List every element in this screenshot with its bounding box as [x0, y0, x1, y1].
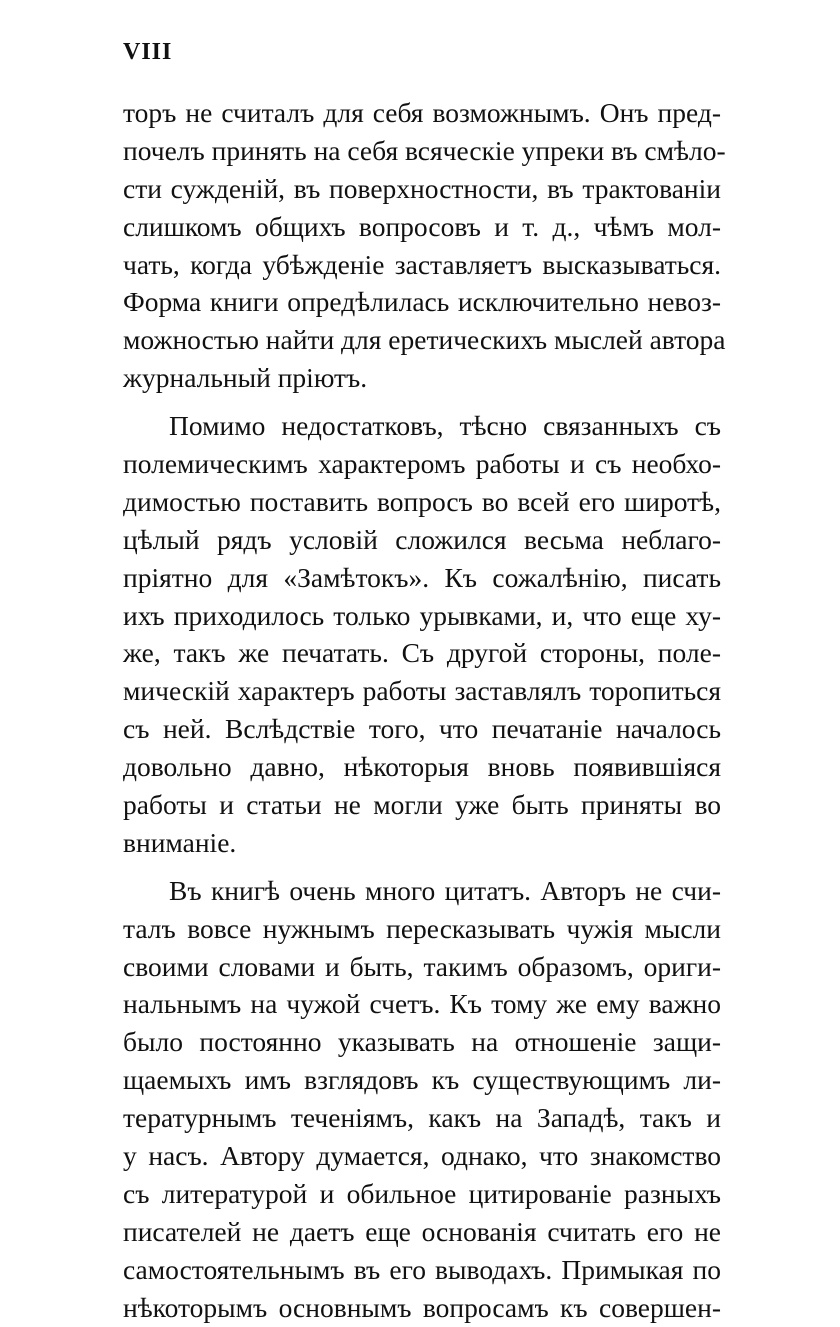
text-line: журнальный пріютъ.: [123, 362, 368, 394]
page-number: VIII: [123, 39, 173, 65]
text-line: у насъ. Автору думается, однако, что знакомство: [123, 1140, 721, 1172]
paragraph-1: [123, 94, 726, 397]
text-line: чать, когда убѣжденіе заставляетъ высказываться.: [123, 248, 721, 280]
body-text: [123, 94, 726, 1327]
text-line: писателей не даетъ еще основанія считать его не: [123, 1215, 721, 1247]
text-line: ихъ приходилось только урывками, и, что еще ху-: [123, 599, 721, 631]
text-line: Помимо недостатковъ, тѣсно связанныхъ съ: [169, 410, 721, 442]
text-line: съ ней. Вслѣдствіе того, что печатаніе началось: [123, 713, 721, 745]
paragraph-2: [123, 407, 721, 862]
text-line: димостью поставить вопросъ во всей его широтѣ,: [123, 485, 721, 517]
text-line: торъ не считалъ для себя возможнымъ. Онъ пред-: [123, 97, 721, 128]
text-line: Въ книгѣ очень много цитатъ. Авторъ не счи-: [169, 874, 721, 906]
text-line: сти сужденій, въ поверхностности, въ трактованіи: [123, 172, 721, 204]
text-line: пріятно для «Замѣтокъ». Къ сожалѣнію, писать: [123, 561, 721, 593]
text-line: съ литературой и обильное цитированіе разныхъ: [123, 1177, 721, 1209]
text-line: почелъ принять на себя всяческіе упреки въ смѣло-: [123, 134, 726, 166]
text-line: вниманіе.: [123, 826, 237, 858]
text-line: мическій характеръ работы заставлялъ торопиться: [123, 675, 721, 707]
text-line: нѣкоторымъ основнымъ вопросамъ къ совершен-: [123, 1291, 721, 1323]
text-line: щаемыхъ имъ взглядовъ къ существующимъ ли-: [123, 1064, 721, 1096]
text-line: нальнымъ на чужой счетъ. Къ тому же ему важно: [123, 988, 721, 1020]
text-line: можностью найти для еретическихъ мыслей автора: [123, 324, 726, 356]
text-line: работы и статьи не могли уже быть приняты во: [123, 789, 721, 821]
text-line: тературнымъ теченіямъ, какъ на Западѣ, такъ и: [123, 1102, 721, 1134]
text-line: полемическимъ характеромъ работы и съ необхо-: [123, 448, 721, 480]
text-line: самостоятельнымъ въ его выводахъ. Примыкая по: [123, 1253, 721, 1285]
text-line: было постоянно указывать на отношеніе защи-: [123, 1026, 721, 1058]
paragraph-3: [123, 872, 721, 1327]
text-line: Форма книги опредѣлилась исключительно невоз-: [123, 286, 721, 318]
text-line: же, такъ же печатать. Съ другой стороны, поле-: [123, 637, 721, 669]
text-line: талъ вовсе нужнымъ пересказывать чужія мысли: [123, 912, 721, 944]
text-line: цѣлый рядъ условій сложился весьма неблаго-: [123, 523, 721, 555]
text-line: своими словами и быть, такимъ образомъ, ориги-: [123, 950, 721, 982]
text-line: слишкомъ общихъ вопросовъ и т. д., чѣмъ мол-: [123, 210, 721, 242]
text-line: довольно давно, нѣкоторыя вновь появившіяся: [123, 751, 721, 783]
